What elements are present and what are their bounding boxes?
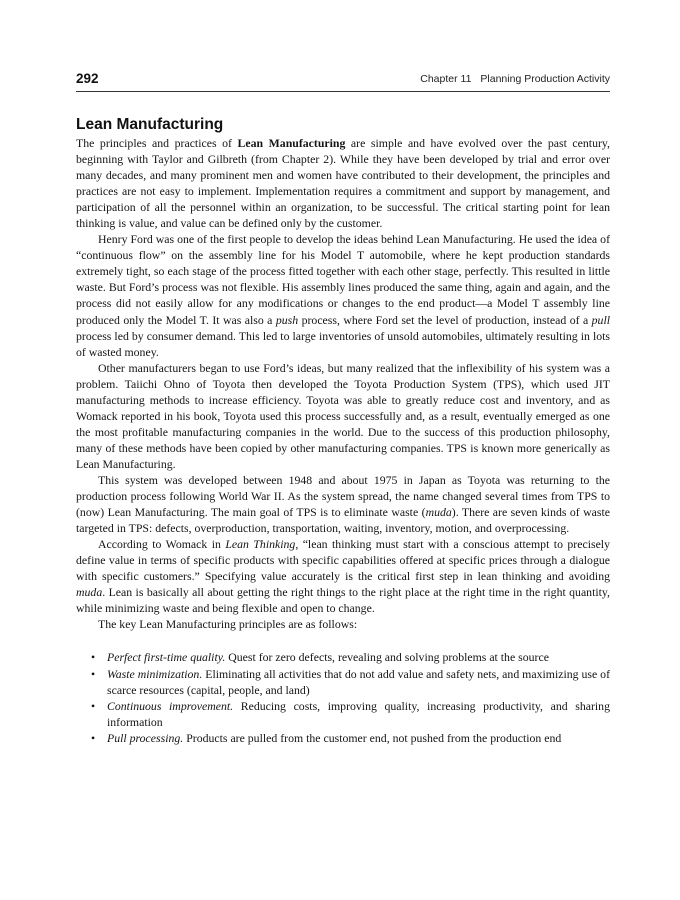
running-head: [76, 70, 610, 90]
principles-list: [76, 649, 610, 745]
muda-term: muda: [76, 585, 103, 600]
paragraph-principles-intro: The key Lean Manufacturing principles are as follows:: [98, 617, 358, 632]
list-item: [76, 649, 610, 665]
paragraph-womack: According to Womack in Lean Thinking, “lean thinking must start with a conscious attempt to precisely define value in terms of specific products with specific capabilities offered at specific prices through a dialogue with specific customers.” Specifying value accurately is the critical first step in lean thinking and avoiding muda. Lean is basically all about getting the right things to the right place at the right time in the right quantity, while minimizing waste and being flexible and open to change.: [76, 537, 610, 616]
principle-term: Continuous improvement.: [107, 698, 234, 713]
paragraph-toyota: Other manufacturers began to use Ford’s ideas, but many realized that the inflexibility of his system was a problem. Taiichi Ohno of Toyota then developed the Toyota Production System (TPS), which used JIT manufacturing methods to increase efficiency. Toyota was able to greatly reduce cost and inventory, and as Womack reported in his book, Toyota used this process successfully and, as a result, eventually emerged as one the most profitable manufacturing companies in the world. Due to the success of this production philosophy, many of these methods have been copied by other manufacturing companies. TPS is known more generically as Lean Manufacturing.: [76, 360, 610, 471]
body-text: [76, 135, 610, 746]
bullet-icon: •: [91, 650, 96, 665]
principle-term: Pull processing.: [107, 730, 184, 745]
lean-thinking-title: Lean Thinking: [225, 537, 296, 552]
paragraph-tps-history: This system was developed between 1948 and about 1975 in Japan as Toyota was returning to the production process following World War II. As the system spread, the name changed several times from TPS to (now) Lean Manufacturing. The main goal of TPS is to eliminate waste (muda). There are seven kinds of waste targeted in TPS: defects, overproduction, transportation, waiting, inventory, motion, and overprocessing.: [76, 472, 610, 536]
chapter-reference: [420, 73, 610, 85]
principle-text: Eliminating all activities that do not add value and safety nets, and maximizing use of scarce resources (capital, people, and land): [107, 666, 611, 697]
paragraph-henry-ford: Henry Ford was one of the first people to develop the ideas behind Lean Manufacturing. He used the idea of “continuous flow” on the assembly line for his Model T automobile, where he kept production standards extremely tight, so each stage of the process fitted together with each other stage, perfectly. This resulted in little waste. But Ford’s process was not flexible. His assembly lines produced the same thing, again and again, and the process did not easily allow for any modifications or changes to the end product—a Model T assembly line produced only the Model T. It was also a push process, where Ford set the level of production, instead of a pull process led by consumer demand. This led to large inventories of unsold automobiles, ultimately resulting in lots of wasted money.: [76, 232, 610, 359]
pull-term: pull: [591, 312, 610, 327]
list-item: [76, 730, 610, 746]
principle-term: Perfect first-time quality.: [107, 650, 226, 665]
list-item: [76, 698, 610, 730]
principle-text: Products are pulled from the customer end, not pushed from the production end: [183, 730, 562, 745]
chapter-label: Chapter 11: [420, 73, 472, 85]
muda-term: muda: [425, 505, 452, 520]
bullet-icon: •: [91, 730, 96, 745]
chapter-title: Planning Production Activity: [480, 73, 610, 85]
list-item: [76, 666, 610, 698]
bullet-icon: •: [91, 698, 96, 713]
page-number: 292: [76, 71, 99, 86]
principle-term: Waste minimization.: [107, 666, 203, 681]
principle-text: Quest for zero defects, revealing and solving problems at the source: [225, 650, 549, 665]
lean-manufacturing-term: Lean Manufacturing: [237, 136, 346, 150]
push-term: push: [275, 312, 299, 327]
header-rule: [76, 91, 610, 92]
bullet-icon: •: [91, 666, 96, 681]
principle-text: Reducing costs, improving quality, increasing productivity, and sharing information: [107, 698, 610, 729]
section-title: Lean Manufacturing: [76, 115, 224, 133]
paragraph-intro: The principles and practices of Lean Manufacturing are simple and have evolved over the past century, beginning with Taylor and Gilbreth (from Chapter 2). While they have been developed by trial and error over many decades, and many prominent men and women have contributed to their development, the principles and practices are not easy to implement. Implementation requires a commitment and support by management, and participation of all the personnel within an organization, to be successful. The critical starting point for lean thinking is value, and value can be defined only by the customer.: [76, 136, 610, 231]
